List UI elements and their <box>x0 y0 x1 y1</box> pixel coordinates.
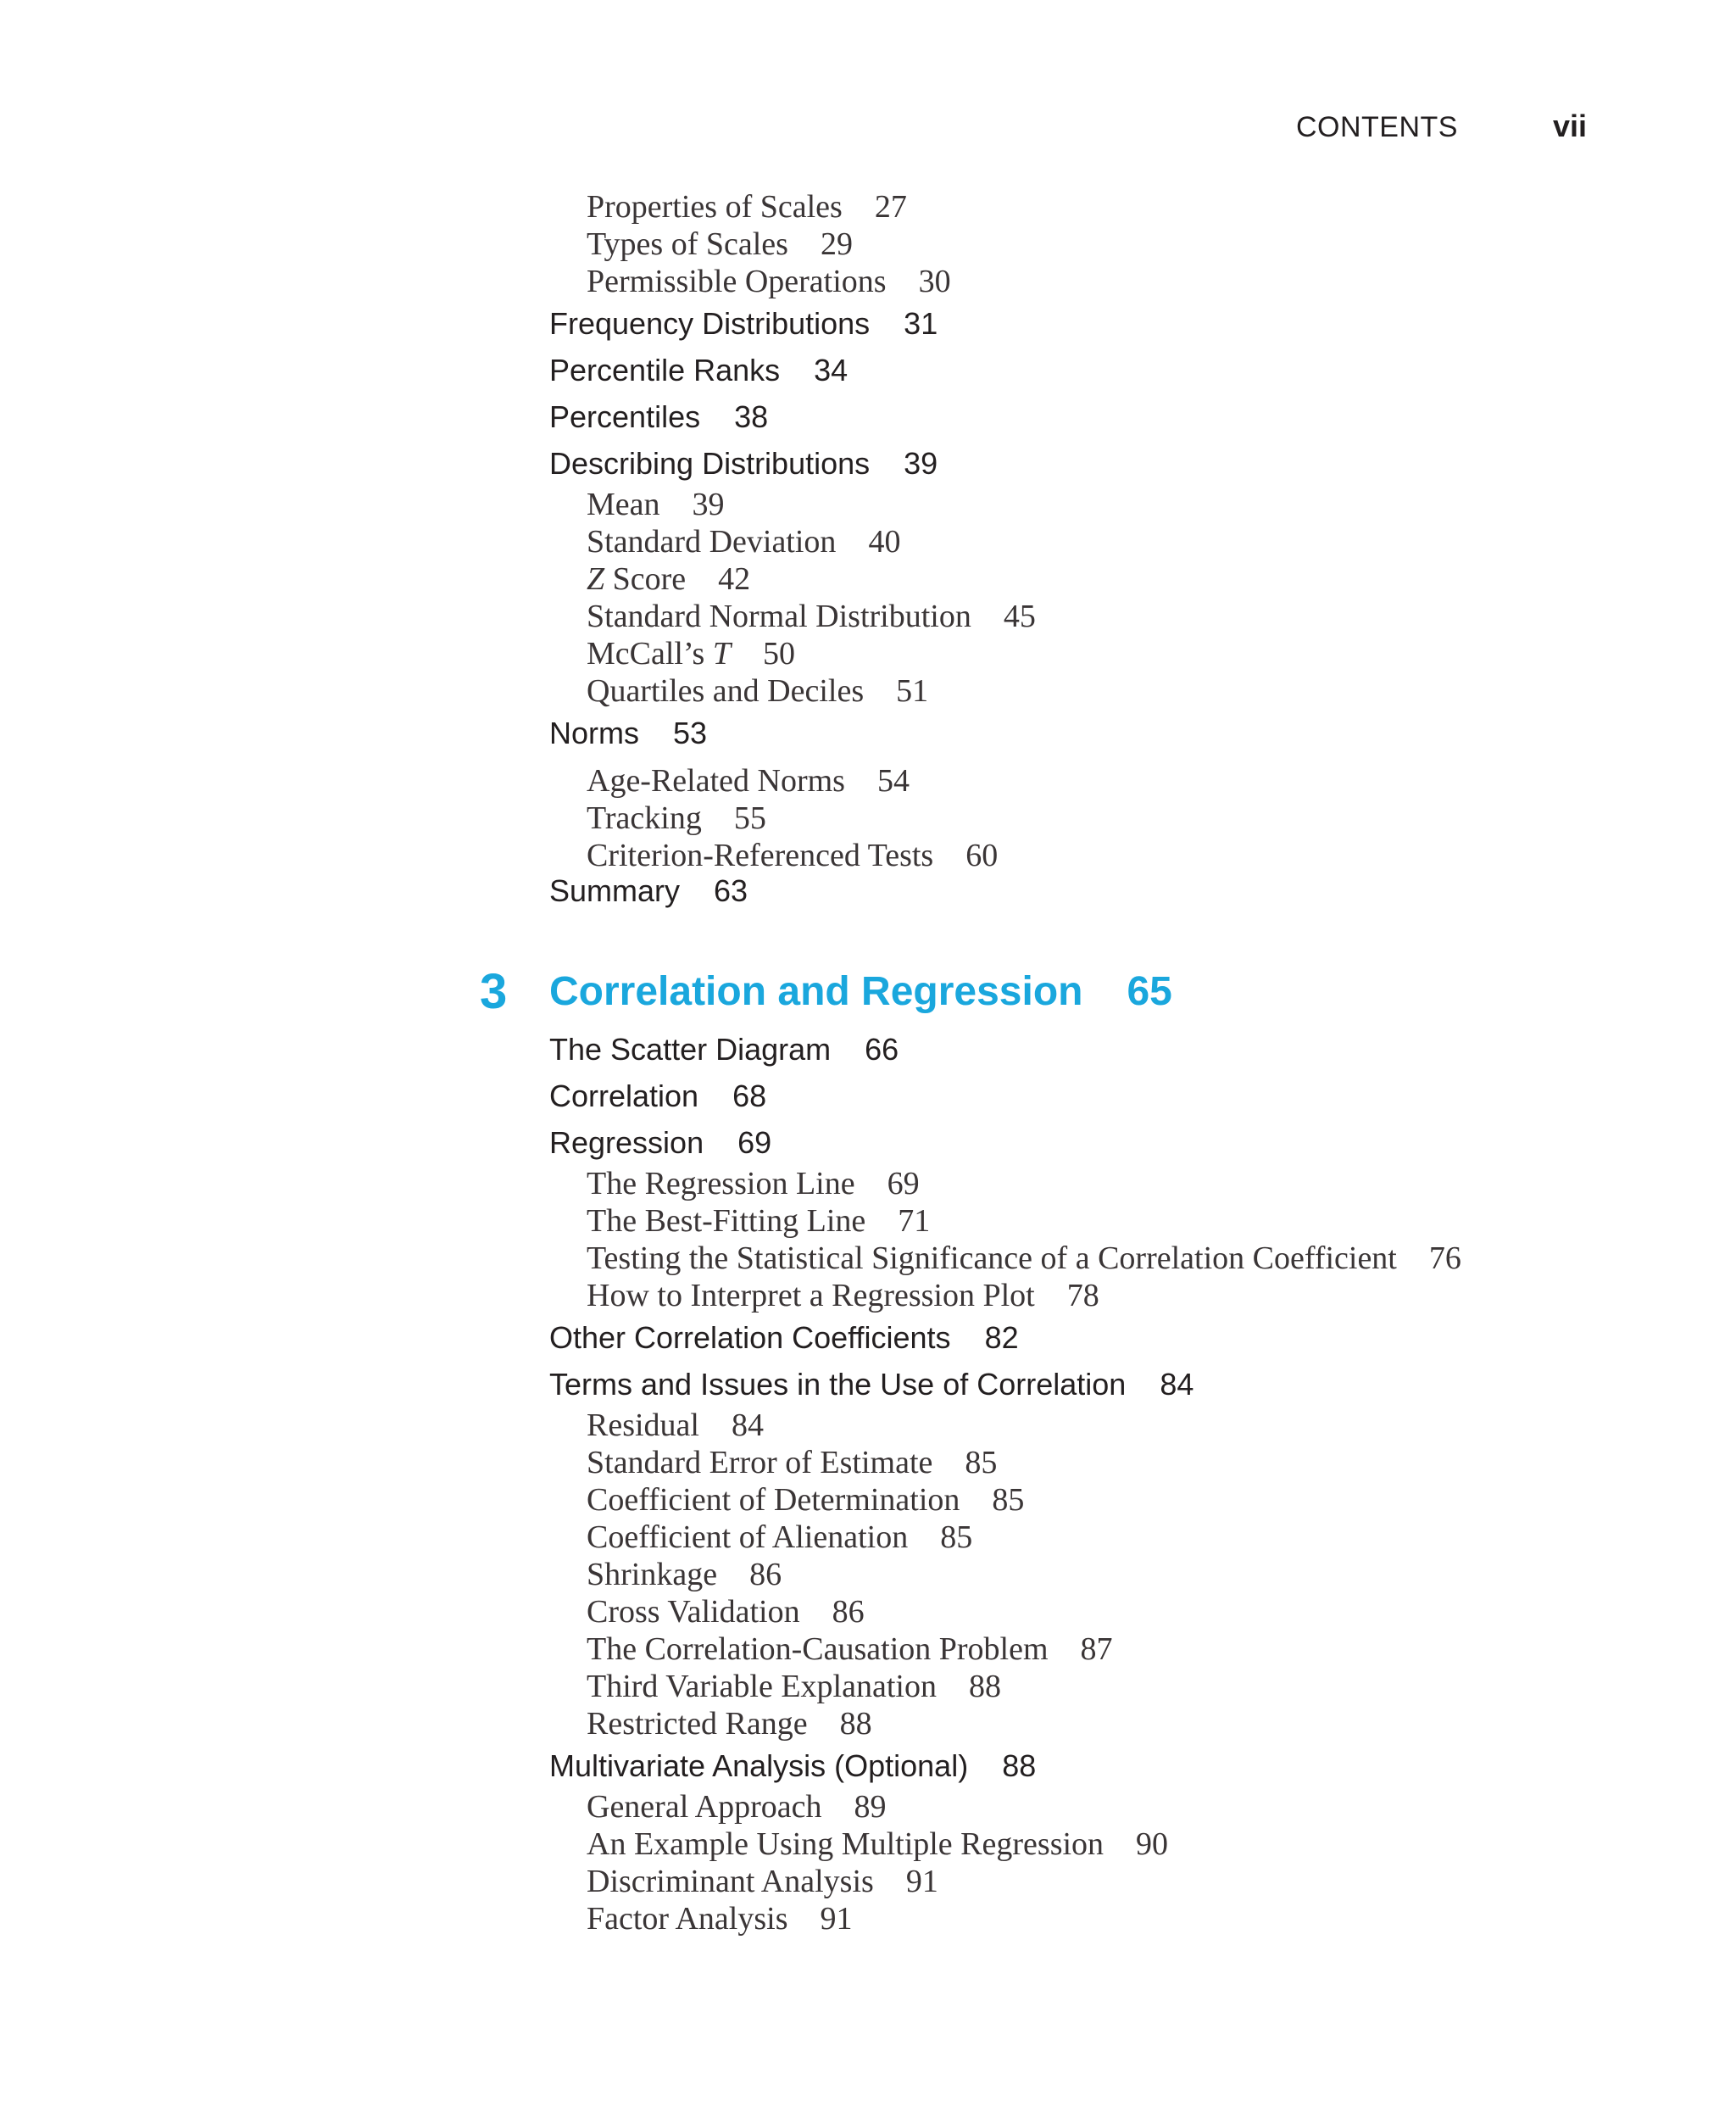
toc-entry-title: Terms and Issues in the Use of Correlation <box>549 1367 1127 1402</box>
toc-entry-page-number: 40 <box>868 524 901 560</box>
toc-entry-page-number: 39 <box>692 487 725 522</box>
toc-entry-title: Testing the Statistical Significance of a Correlation Coefficient <box>587 1240 1397 1276</box>
toc-subsection-entry[interactable] <box>587 1165 920 1202</box>
toc-entry-title: Summary <box>549 873 681 908</box>
toc-subsection-entry[interactable] <box>587 672 928 710</box>
chapter-title <box>549 968 1172 1015</box>
toc-subsection-entry[interactable] <box>587 1705 872 1742</box>
toc-subsection-entry[interactable] <box>587 800 766 837</box>
toc-subsection-entry[interactable] <box>587 486 725 523</box>
toc-subsection-entry[interactable] <box>587 1202 930 1240</box>
toc-entry-page-number: 66 <box>865 1032 899 1067</box>
toc-entry-page-number: 29 <box>820 226 853 262</box>
toc-entry-page-number: 85 <box>965 1445 998 1480</box>
toc-entry-title: Restricted Range <box>587 1706 808 1742</box>
toc-subsection-entry[interactable] <box>587 1788 887 1826</box>
toc-subsection-entry[interactable] <box>587 188 907 226</box>
toc-entry-title: Coefficient of Alienation <box>587 1519 909 1555</box>
toc-entry-page-number: 82 <box>984 1320 1019 1355</box>
toc-entry-page-number: 51 <box>896 673 929 709</box>
toc-section-entry[interactable] <box>549 1367 1194 1402</box>
toc-entry-title: Frequency Distributions <box>549 306 871 341</box>
toc-entry-page-number: 86 <box>832 1594 865 1630</box>
toc-entry-title: Standard Error of Estimate <box>587 1445 933 1480</box>
toc-subsection-entry[interactable] <box>587 560 750 598</box>
toc-entry-page-number: 78 <box>1066 1278 1099 1313</box>
toc-entry-title: The Regression Line <box>587 1166 855 1201</box>
toc-section-entry[interactable] <box>549 1125 771 1161</box>
toc-entry-title: The Correlation-Causation Problem <box>587 1631 1049 1667</box>
toc-entry-title-italic: Z <box>587 561 605 597</box>
toc-entry-title: Percentiles <box>549 399 701 434</box>
toc-entry-page-number: 50 <box>762 636 795 672</box>
toc-subsection-entry[interactable] <box>587 1630 1113 1668</box>
toc-section-entry[interactable] <box>549 353 848 388</box>
toc-entry-page-number: 54 <box>876 763 910 799</box>
toc-entry-page-number: 53 <box>673 716 708 750</box>
toc-entry-page-number: 34 <box>814 353 849 387</box>
toc-entry-page-number: 31 <box>904 306 938 341</box>
toc-entry-page-number: 68 <box>732 1079 767 1113</box>
toc-entry-title: Properties of Scales <box>587 189 843 225</box>
toc-entry-page-number: 76 <box>1428 1240 1461 1276</box>
toc-entry-page-number: 84 <box>1160 1367 1194 1402</box>
toc-entry-page-number: 71 <box>898 1203 931 1239</box>
toc-entry-page-number: 88 <box>839 1706 872 1742</box>
toc-section-entry[interactable] <box>549 1748 1036 1784</box>
toc-entry-title: Percentile Ranks <box>549 353 781 387</box>
toc-entry-title: Other Correlation Coefficients <box>549 1320 951 1355</box>
toc-entry-page-number: 69 <box>887 1166 920 1201</box>
toc-entry-page-number: 90 <box>1136 1826 1169 1862</box>
running-head-section: CONTENTS <box>1295 111 1458 143</box>
toc-entry-title: Factor Analysis <box>587 1901 788 1937</box>
chapter-number: 3 <box>480 964 508 1019</box>
toc-entry-title: Tracking <box>587 800 702 836</box>
toc-section-entry[interactable] <box>549 446 938 482</box>
toc-section-entry[interactable] <box>549 399 768 435</box>
toc-entry-title: Correlation <box>549 1079 699 1113</box>
toc-entry-title: An Example Using Multiple Regression <box>587 1826 1104 1862</box>
toc-entry-page-number: 55 <box>733 800 766 836</box>
toc-entry-title: General Approach <box>587 1789 822 1825</box>
toc-entry-title: Shrinkage <box>587 1557 718 1592</box>
toc-entry-title: Cross Validation <box>587 1594 800 1630</box>
toc-entry-title: How to Interpret a Regression Plot <box>587 1278 1035 1313</box>
toc-entry-page-number: 60 <box>965 838 999 873</box>
toc-entry-title: The Best-Fitting Line <box>587 1203 866 1239</box>
toc-subsection-entry[interactable] <box>587 1900 852 1937</box>
toc-entry-page-number: 87 <box>1080 1631 1113 1667</box>
toc-entry-page-number: 63 <box>714 873 748 908</box>
page-folio: vii <box>1552 109 1587 143</box>
toc-entry-title: Types of Scales <box>587 226 788 262</box>
toc-subsection-entry[interactable] <box>587 1668 1001 1705</box>
toc-subsection-entry[interactable] <box>587 1593 865 1630</box>
toc-subsection-entry[interactable] <box>587 1863 938 1900</box>
toc-entry-title: The Scatter Diagram <box>549 1032 832 1067</box>
toc-entry-title: Criterion-Referenced Tests <box>587 838 934 873</box>
toc-section-entry[interactable] <box>549 306 938 342</box>
toc-section-entry[interactable] <box>549 716 707 751</box>
toc-entry-page-number: 27 <box>874 189 907 225</box>
toc-subsection-entry[interactable] <box>587 762 910 800</box>
toc-entry-page-number: 91 <box>905 1864 938 1899</box>
toc-entry-page-number: 88 <box>968 1669 1001 1704</box>
toc-subsection-entry[interactable] <box>587 1240 1461 1277</box>
toc-entry-page-number: 86 <box>749 1557 782 1592</box>
toc-section-entry[interactable] <box>549 1320 1019 1356</box>
toc-entry-page-number: 89 <box>854 1789 887 1825</box>
toc-subsection-entry[interactable] <box>587 1481 1024 1519</box>
toc-subsection-entry[interactable] <box>587 635 795 672</box>
toc-entry-title: Regression <box>549 1125 704 1160</box>
toc-entry-title-italic: T <box>712 636 731 672</box>
toc-entry-title: Age-Related Norms <box>587 763 845 799</box>
toc-entry-page-number: 88 <box>1002 1748 1037 1783</box>
toc-entry-title: Standard Deviation <box>587 524 837 560</box>
toc-subsection-entry[interactable] <box>587 1519 972 1556</box>
running-head <box>1296 109 1587 144</box>
toc-entry-page-number: 85 <box>940 1519 973 1555</box>
toc-entry-title: Z Score <box>587 561 687 597</box>
toc-subsection-entry[interactable] <box>587 263 951 300</box>
toc-subsection-entry[interactable] <box>587 598 1036 635</box>
toc-entry-page-number: 38 <box>734 399 769 434</box>
toc-entry-title: Coefficient of Determination <box>587 1482 960 1518</box>
toc-entry-page-number: 30 <box>918 264 951 299</box>
chapter-title-text: Correlation and Regression <box>549 969 1083 1014</box>
toc-entry-title: Multivariate Analysis (Optional) <box>549 1748 969 1783</box>
toc-section-entry[interactable] <box>549 873 748 909</box>
toc-entry-page-number: 45 <box>1003 599 1036 634</box>
toc-entry-title: Standard Normal Distribution <box>587 599 971 634</box>
toc-subsection-entry[interactable] <box>587 837 998 874</box>
toc-entry-title: Quartiles and Deciles <box>587 673 865 709</box>
toc-entry-title: Third Variable Explanation <box>587 1669 937 1704</box>
toc-entry-title: Mean <box>587 487 660 522</box>
toc-subsection-entry[interactable] <box>587 1277 1099 1314</box>
toc-entry-title: McCall’s T <box>587 636 731 672</box>
toc-entry-page-number: 91 <box>820 1901 853 1937</box>
toc-entry-page-number: 39 <box>904 446 938 481</box>
toc-entry-page-number: 85 <box>992 1482 1025 1518</box>
toc-subsection-entry[interactable] <box>587 523 900 560</box>
toc-subsection-entry[interactable] <box>587 1407 764 1444</box>
chapter-page-number: 65 <box>1127 969 1172 1014</box>
toc-entry-title: Discriminant Analysis <box>587 1864 874 1899</box>
toc-section-entry[interactable] <box>549 1032 899 1067</box>
toc-section-entry[interactable] <box>549 1079 766 1114</box>
toc-subsection-entry[interactable] <box>587 1826 1168 1863</box>
toc-entry-page-number: 84 <box>731 1407 764 1443</box>
toc-entry-title: Residual <box>587 1407 699 1443</box>
toc-entry-page-number: 69 <box>737 1125 772 1160</box>
toc-subsection-entry[interactable] <box>587 1444 997 1481</box>
toc-entry-title: Norms <box>549 716 639 750</box>
toc-entry-page-number: 42 <box>718 561 751 597</box>
toc-subsection-entry[interactable] <box>587 1556 782 1593</box>
toc-entry-title: Describing Distributions <box>549 446 871 481</box>
toc-subsection-entry[interactable] <box>587 226 853 263</box>
toc-entry-title: Permissible Operations <box>587 264 887 299</box>
